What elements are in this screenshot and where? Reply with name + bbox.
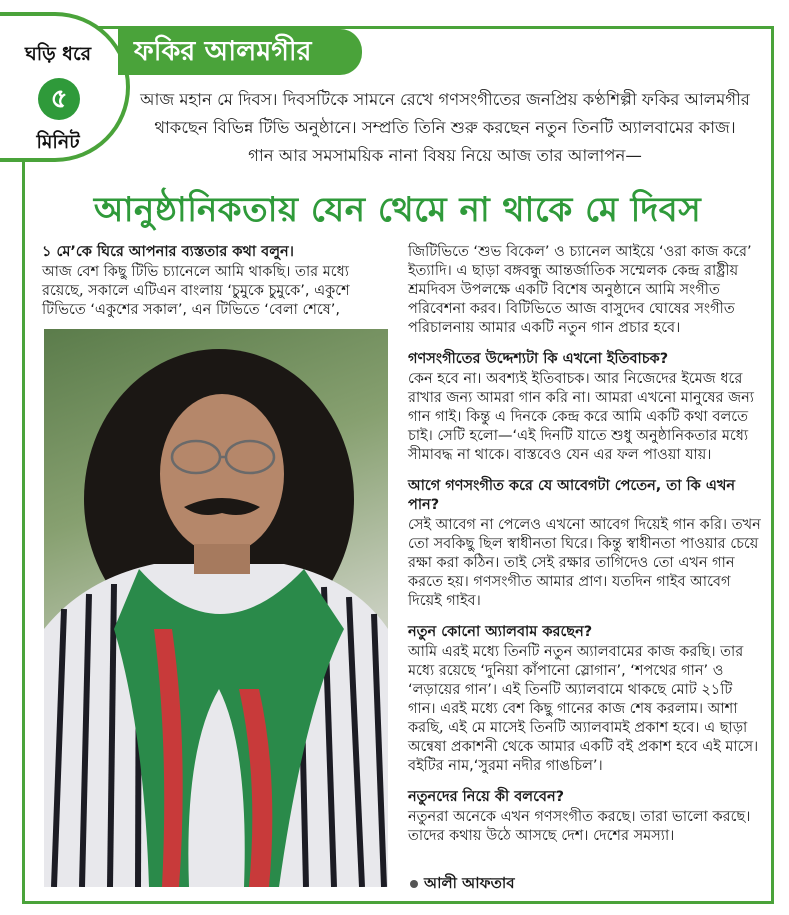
answer-4: আমি এরই মধ্যে তিনটি নতুন অ্যালবামের কাজ করছি। তার মধ্যে রয়েছে ‘দুনিয়া কাঁপানো স্লোগান’, ‘শপথের গান’ ও ‘লড়ায়ের গান’। এই তিনটি অ্যালবামে থাকছে মোট ২১টি গান। এরই মধ্যে বেশ কিছু গানের কাজ শেষ করলাম। আশা করছি, এই মে মাসেই তিনটি অ্যালবামই প্রকাশ হবে। এ ছাড়া অন্বেষা প্রকাশনী থেকে আমার একটি বই প্রকাশ হবে এই মাসে। বইটির নাম,‘সুরমা নদীর গাঙচিল’।: [408, 644, 759, 774]
intro-paragraph: আজ মহান মে দিবস। দিবসটিকে সামনে রেখে গণসংগীতের জনপ্রিয় কণ্ঠশিল্পী ফকির আলমগীর থাকছেন বিভিন্ন টিভি অনুষ্ঠানে। সম্প্রতি তিনি শুরু করছেন নতুন তিনটি অ্যালবামের কাজ। গান আর সমসাময়িক নানা বিষয় নিয়ে আজ তার আলাপন—: [140, 90, 750, 165]
answer-1: আজ বেশ কিছু টিভি চ্যানেলে আমি থাকছি। তার মধ্যে রয়েছে, সকালে এটিএন বাংলায় ‘চুমুকে চুমুকে’, একুশে টিভিতে ‘একুশের সকাল’, এন টিভিতে ‘বেলা শেষে’,: [42, 264, 350, 318]
answer-3: সেই আবেগ না পেলেও এখনো আবেগ দিয়েই গান করি। তখন তো সবকিছু ছিল স্বাধীনতা ঘিরে। কিন্তু স্বাধীনতা পাওয়ার চেয়ে রক্ষা করা কঠিন। তাই সেই রক্ষার তাগিদেও তো এখন গান করতে হয়। গণসংগীত আমার প্রাণ। যতদিন গাইব আবেগ দিয়েই গাইব।: [408, 517, 761, 609]
portrait-illustration: [44, 329, 388, 887]
bullet-icon: [410, 880, 418, 888]
headline: আনুষ্ঠানিকতায় যেন থেমে না থাকে মে দিবস: [93, 190, 702, 230]
badge-bottom-text: মিনিট: [36, 131, 80, 153]
question-4: নতুন কোনো অ্যালবাম করছেন?: [408, 624, 593, 640]
question-5: নতুনদের নিয়ে কী বলবেন?: [408, 789, 565, 805]
badge-top-text: ঘড়ি ধরে: [24, 43, 92, 65]
badge-number: ৫: [38, 78, 80, 120]
interviewee-name: ফকির আলমগীর: [118, 29, 362, 75]
byline-author: আলী আফতাব: [424, 874, 515, 892]
answer-2: কেন হবে না। অবশ্যই ইতিবাচক। আর নিজেদের ইমেজ ধরে রাখার জন্য আমরা গান করি না। আমরা এখনো মানুষের জন্য গান গাই। কিন্তু এ দিনকে কেন্দ্র করে আমি একটি কথা বলতে চাই। সেটি হলো—‘এই দিনটি যাতে শুধু অনুষ্ঠানিকতার মধ্যে সীমাবদ্ধ না থাকে। বাস্তবেও যেন এর ফল পাওয়া যায়।: [408, 371, 754, 463]
byline: [410, 872, 515, 897]
answer-5: নতুনরা অনেকে এখন গণসংগীত করছে। তারা ভালো করছে। তাদের কথায় উঠে আসছে দেশ। দেশের সমস্যা।: [408, 809, 751, 844]
answer-1-continued: জিটিভিতে ‘শুভ বিকেল’ ও চ্যানেল আইয়ে ‘ওরা কাজ করে’ ইত্যাদি। এ ছাড়া বঙ্গবন্ধু আন্তর্জাতিক সম্মেলক কেন্দ্র রাষ্ট্রীয় শ্রমদিবস উপলক্ষে একটি বিশেষ অনুষ্ঠানে আমি সংগীত পরিবেশনা করব। বিটিভিতে আজ বাসুদেব ঘোষের সংগীত পরিচালনায় আমার একটি নতুন গান প্রচার হবে।: [408, 244, 752, 336]
portrait-photo: [44, 329, 388, 887]
left-column: [42, 243, 392, 332]
question-1: ১ মে’কে ঘিরে আপনার ব্যস্ততার কথা বলুন।: [42, 244, 294, 260]
question-2: গণসংগীতের উদ্দেশ্যটা কি এখনো ইতিবাচক?: [408, 351, 669, 367]
right-column: [408, 243, 763, 858]
question-3: আগে গণসংগীত করে যে আবেগটা পেতেন, তা কি এখন পান?: [408, 478, 736, 513]
